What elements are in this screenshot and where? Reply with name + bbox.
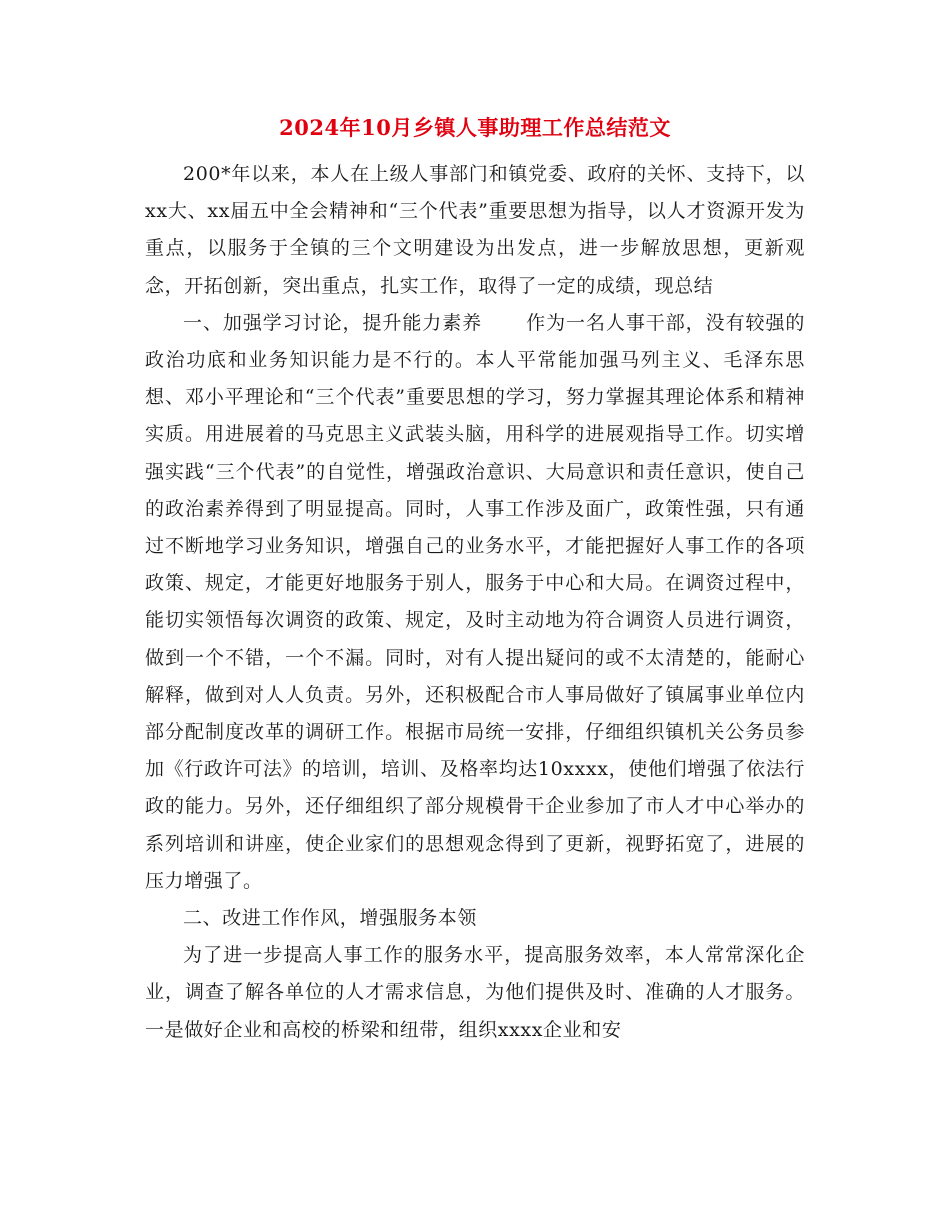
section-2-heading: 二、改进工作作风，增强服务本领 <box>183 907 478 930</box>
document-page <box>145 112 805 1049</box>
section-1-body: 作为一名人事干部，没有较强的政治功底和业务知识能力是不行的。本人平常能加强马列主义、毛泽东思想、邓小平理论和“三个代表”重要思想的学习，努力掌握其理论体系和精神实质。用进展着的马克思主义武装头脑，用科学的进展观指导工作。切实增强实践“三个代表”的自觉性，增强政治意识、大局意识和责任意识，使自己的政治素养得到了明显提高。同时，人事工作涉及面广，政策性强，只有通过不断地学习业务知识，增强自己的业务水平，才能把握好人事工作的各项政策、规定，才能更好地服务于别人，服务于中心和大局。在调资过程中，能切实领悟每次调资的政策、规定，及时主动地为符合调资人员进行调资，做到一个不错，一个不漏。同时，对有人提出疑问的或不太清楚的，能耐心解释，做到对人人负责。另外，还积极配合市人事局做好了镇属事业单位内部分配制度改革的调研工作。根据市局统一安排，仔细组织镇机关公务员参加《行政许可法》的培训，培训、及格率均达10xxxx，使他们增强了依法行政的能力。另外，还仔细组织了部分规模骨干企业参加了市人才中心举办的系列培训和讲座，使企业家们的思想观念得到了更新，视野拓宽了，进展的压力增强了。 <box>145 311 805 892</box>
section-1-paragraph <box>145 305 805 900</box>
document-title: 2024年10月乡镇人事助理工作总结范文 <box>279 115 671 140</box>
section-2-paragraph: 为了进一步提高人事工作的服务水平，提高服务效率，本人常常深化企业，调查了解各单位的人才需求信息，为他们提供及时、准确的人才服务。一是做好企业和高校的桥梁和纽带，组织xxxx企业和安 <box>145 944 805 1041</box>
intro-paragraph: 200*年以来，本人在上级人事部门和镇党委、政府的关怀、支持下，以xx大、xx届五中全会精神和“三个代表”重要思想为指导，以人才资源开发为重点，以服务于全镇的三个文明建设为出发点，进一步解放思想，更新观念，开拓创新，突出重点，扎实工作，取得了一定的成绩，现总结 <box>145 163 805 297</box>
section-1-heading: 一、加强学习讨论，提升能力素养 <box>183 311 483 334</box>
